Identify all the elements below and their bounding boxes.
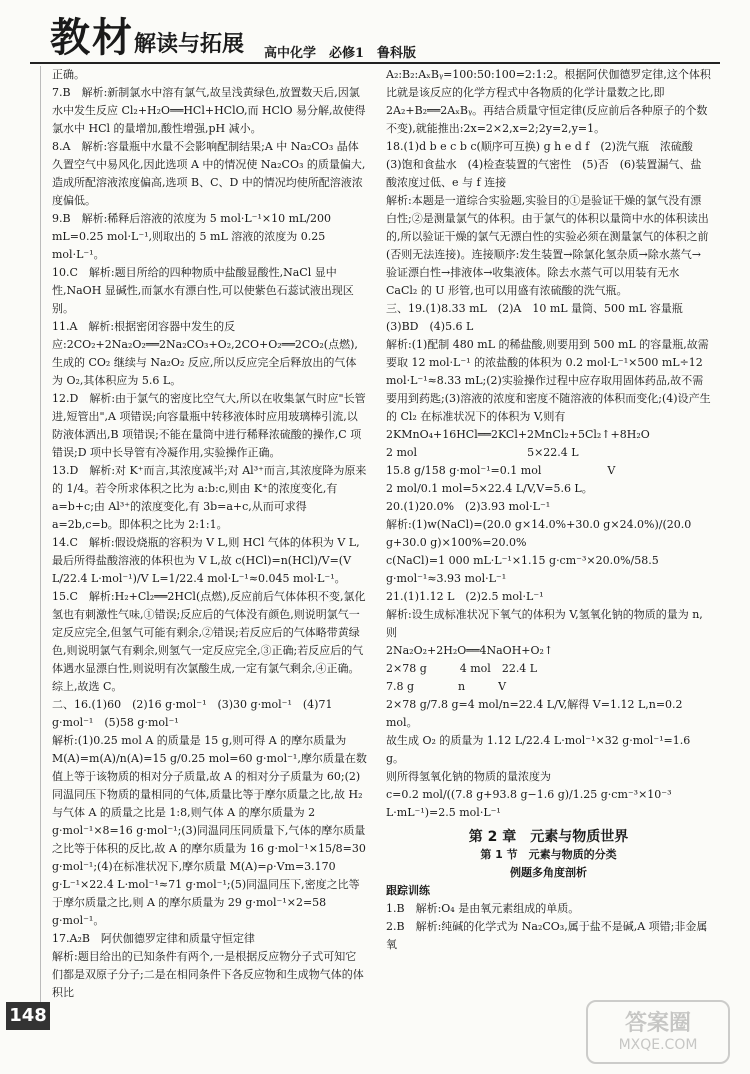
answer-para: 解析:(1)w(NaCl)=(20.0 g×14.0%+30.0 g×24.0%)/(20.0 g+30.0 g)×100%=20.0% [386,518,692,549]
equation-line: c=0.2 mol/((7.8 g+93.8 g−1.6 g)/1.25 g·cm⁻³×10⁻³ L·mL⁻¹)=2.5 mol·L⁻¹ [386,788,672,819]
answer-para: A₂:B₂:AₓBᵧ=100:50:100=2:1:2。根据阿伏伽德罗定律,这个体积比就是该反应的化学方程式中各物质的化学计量数之比,即 2A₂+B₂══2AₓBᵧ。再结合质量守恒定律(反应前后各种原子的个数不变),就能推出:2x=2×2,x=2;2y=2,y=1。 [386,68,711,135]
answer-para: 解析:(1)配制 480 mL 的稀盐酸,则要用到 500 mL 的容量瓶,故需要取 12 mol·L⁻¹ 的浓盐酸的体积为 0.2 mol·L⁻¹×500 mL÷12 mol·L⁻¹≈8.33 mL;(2)实验操作过程中应存取用固体药品,故不需要用到药匙;(3)溶液的浓度和密度不随溶液的体积而变化;(4)设产生的 Cl₂ 在标准状况下的体积为 V,则有 [386,338,711,423]
page-header [0,0,750,70]
equation-line: c(NaCl)=1 000 mL·L⁻¹×1.15 g·cm⁻³×20.0%/58.5 g·mol⁻¹≈3.93 mol·L⁻¹ [386,554,659,585]
left-column [52,66,367,1002]
answer-para: 二、16.(1)60 (2)16 g·mol⁻¹ (3)30 g·mol⁻¹ (4)71 g·mol⁻¹ (5)58 g·mol⁻¹ [52,698,333,729]
answer-para: 11.A 解析:根据密闭容器中发生的反应:2CO₂+2Na₂O₂══2Na₂CO₃+O₂,2CO+O₂══2CO₂(点燃),生成的 CO₂ 继续与 Na₂O₂ 反应,所以反应完全后释放出的气体为 O₂,其体积应为 5.6 L。 [52,320,358,387]
answer-para: 21.(1)1.12 L (2)2.5 mol·L⁻¹ [386,590,544,603]
answer-para: 2.B 解析:纯碱的化学式为 Na₂CO₃,属于盐不是碱,A 项错;非金属氧 [386,920,708,951]
answer-para: 则所得氢氧化钠的物质的量浓度为 [386,770,551,783]
answer-para: 解析:题目给出的已知条件有两个,一是根据反应物分子式可知它们都是双原子分子;二是在相同条件下各反应物和生成物气体的体积比 [52,950,364,999]
answer-para: 正确。 [52,68,85,81]
equation-line: 2 mol/0.1 mol=5×22.4 L/V,V=5.6 L。 [386,482,593,495]
answer-para: 三、19.(1)8.33 mL (2)A 10 mL 量筒、500 mL 容量瓶 (3)BD (4)5.6 L [386,302,694,333]
chapter-title: 第 2 章 元素与物质世界 [468,829,629,845]
equation-line: 2Na₂O₂+2H₂O══4NaOH+O₂↑ [386,644,554,657]
answer-para: 14.C 解析:假设烧瓶的容积为 V L,则 HCl 气体的体积为 V L,最后所得盐酸溶液的体积也为 V L,故 c(HCl)=n(HCl)/V=(V L/22.4 L·mol⁻¹)/V L=1/22.4 mol·L⁻¹≈0.045 mol·L⁻¹。 [52,536,360,585]
equation-line: 2×78 g 4 mol 22.4 L [386,662,538,675]
answer-para: 13.D 解析:对 K⁺而言,其浓度减半;对 Al³⁺而言,其浓度降为原来的 1/4。若令所求体积之比为 a:b:c,则由 K⁺的浓度变化,有 a=b+c;由 Al³⁺的浓度变化,有 3b=a+c,从而可求得 a=2b,c=b。即体积之比为 2:1:1。 [52,464,367,531]
brand-title: 教材 [50,15,134,61]
equation-line: 2×78 g/7.8 g=4 mol/n=22.4 L/V,解得 V=1.12 L,n=0.2 mol。 [386,698,683,729]
equation-line: 2 mol 5×22.4 L [386,446,579,459]
header-rule [30,62,720,64]
equation-line: 故生成 O₂ 的质量为 1.12 L/22.4 L·mol⁻¹×32 g·mol⁻¹=1.6 g。 [386,734,691,765]
answer-para: 1.B 解析:O₄ 是由氧元素组成的单质。 [386,902,580,915]
answer-para: 17.A₂B 阿伏伽德罗定律和质量守恒定律 [52,932,255,945]
equation-line: 7.8 g n V [386,680,507,693]
answer-para: 20.(1)20.0% (2)3.93 mol·L⁻¹ [386,500,551,513]
watermark-url: MXQE.COM [618,1037,698,1053]
site-watermark [586,1000,730,1064]
right-column [386,66,711,954]
equation-line: 2KMnO₄+16HCl══2KCl+2MnCl₂+5Cl₂↑+8H₂O [386,428,650,441]
book-brand [50,6,244,63]
answer-para: 15.C 解析:H₂+Cl₂══2HCl(点燃),反应前后气体体积不变,氯化氢也有刺激性气味,①错误;反应后的气体没有颜色,则说明氯气一定反应完全,但氢气可能有剩余,②错误;若反应后的气体略带黄绿色,则说明氯气有剩余,则氢气一定反应完全,③正确;若反应后的气体遇水显漂白性,则说明有次氯酸生成,一定有氯气剩余,④正确。综上,故选 C。 [52,590,366,693]
book-subtitle: 高中化学 必修1 鲁科版 [264,46,417,61]
margin-rule [40,66,41,1026]
section-title: 第 1 节 元素与物质的分类 [480,848,617,861]
brand-subtitle: 解读与拓展 [134,32,245,57]
answer-para: 9.B 解析:稀释后溶液的浓度为 5 mol·L⁻¹×10 mL/200 mL=0.25 mol·L⁻¹,则取出的 5 mL 溶液的浓度为 0.25 mol·L⁻¹。 [52,212,332,261]
practice-heading: 跟踪训练 [386,884,430,897]
answer-para: 解析:设生成标准状况下氧气的体积为 V,氢氧化钠的物质的量为 n,则 [386,608,703,639]
answer-para: 12.D 解析:由于氯气的密度比空气大,所以在收集氯气时应"长管进,短管出",A 项错误;向容量瓶中转移液体时应用玻璃棒引流,以防液体洒出,B 项错误;不能在量筒中进行稀释浓硫酸的操作,C 项错误;D 项中长导管有冷凝作用,实验操作正确。 [52,392,366,459]
answer-para: 18.(1)d b e c b c(顺序可互换) g h e d f (2)洗气瓶 浓硫酸 (3)饱和食盐水 (4)检查装置的气密性 (5)否 (6)装置漏气、盐酸浓度过低、e 与 f 连接 [386,140,704,189]
answer-para: 解析:(1)0.25 mol A 的质量是 15 g,则可得 A 的摩尔质量为 M(A)=m(A)/n(A)=15 g/0.25 mol=60 g·mol⁻¹,摩尔质量在数值上等于该物质的相对分子质量,故 A 的相对分子质量为 60;(2)同温同压下物质的量相同的气体,质量比等于摩尔质量之比,故 H₂ 与气体 A 的质量之比是 1:8,则气体 A 的摩尔质量为 2 g·mol⁻¹×8=16 g·mol⁻¹;(3)同温同压同质量下,气体的摩尔质量之比等于体积的反比,故 A 的摩尔质量为 16 g·mol⁻¹×15/8=30 g·mol⁻¹;(4)在标准状况下,摩尔质量 M(A)=ρ·Vm=3.170 g·L⁻¹×22.4 L·mol⁻¹≈71 g·mol⁻¹;(5)同温同压下,密度之比等于摩尔质量之比,则 A 的摩尔质量为 29 g·mol⁻¹×2=58 g·mol⁻¹。 [52,734,367,927]
section-subtitle: 例题多角度剖析 [510,866,587,879]
page-number: 148 [6,1002,50,1030]
answer-para: 10.C 解析:题目所给的四种物质中盐酸显酸性,NaCl 显中性,NaOH 显碱性,而氯水有漂白性,可以使紫色石蕊试液出现区别。 [52,266,354,315]
equation-line: 15.8 g/158 g·mol⁻¹=0.1 mol V [386,464,616,477]
answer-para: 解析:本题是一道综合实验题,实验目的①是验证干燥的氯气没有漂白性;②是测量氯气的体积。由于氯气的体积以量筒中水的体积读出的,所以验证干燥的氯气无漂白性的实验必须在测量氯气的体积之前(否则无法连接)。连接顺序:发生装置→除氯化氢杂质→除水蒸气→验证漂白性→排液体→收集液体。除去水蒸气可以用装有无水 CaCl₂ 的 U 形管,也可以用盛有浓硫酸的洗气瓶。 [386,194,709,297]
watermark-logo: 答案圈 [624,1011,691,1036]
answer-para: 7.B 解析:新制氯水中溶有氯气,故呈浅黄绿色,放置数天后,因氯水中发生反应 Cl₂+H₂O══HCl+HClO,而 HClO 易分解,故使得氯水中 HCl 的量增加,酸性增强,pH 减小。 [52,86,366,135]
answer-para: 8.A 解析:容量瓶中水量不会影响配制结果;A 中 Na₂CO₃ 晶体久置空气中易风化,因此选项 A 中的情况使 Na₂CO₃ 的质量偏大,造成所配溶液浓度偏高,选项 B、C、D 中的情况均使所配溶液浓度偏低。 [52,140,366,207]
